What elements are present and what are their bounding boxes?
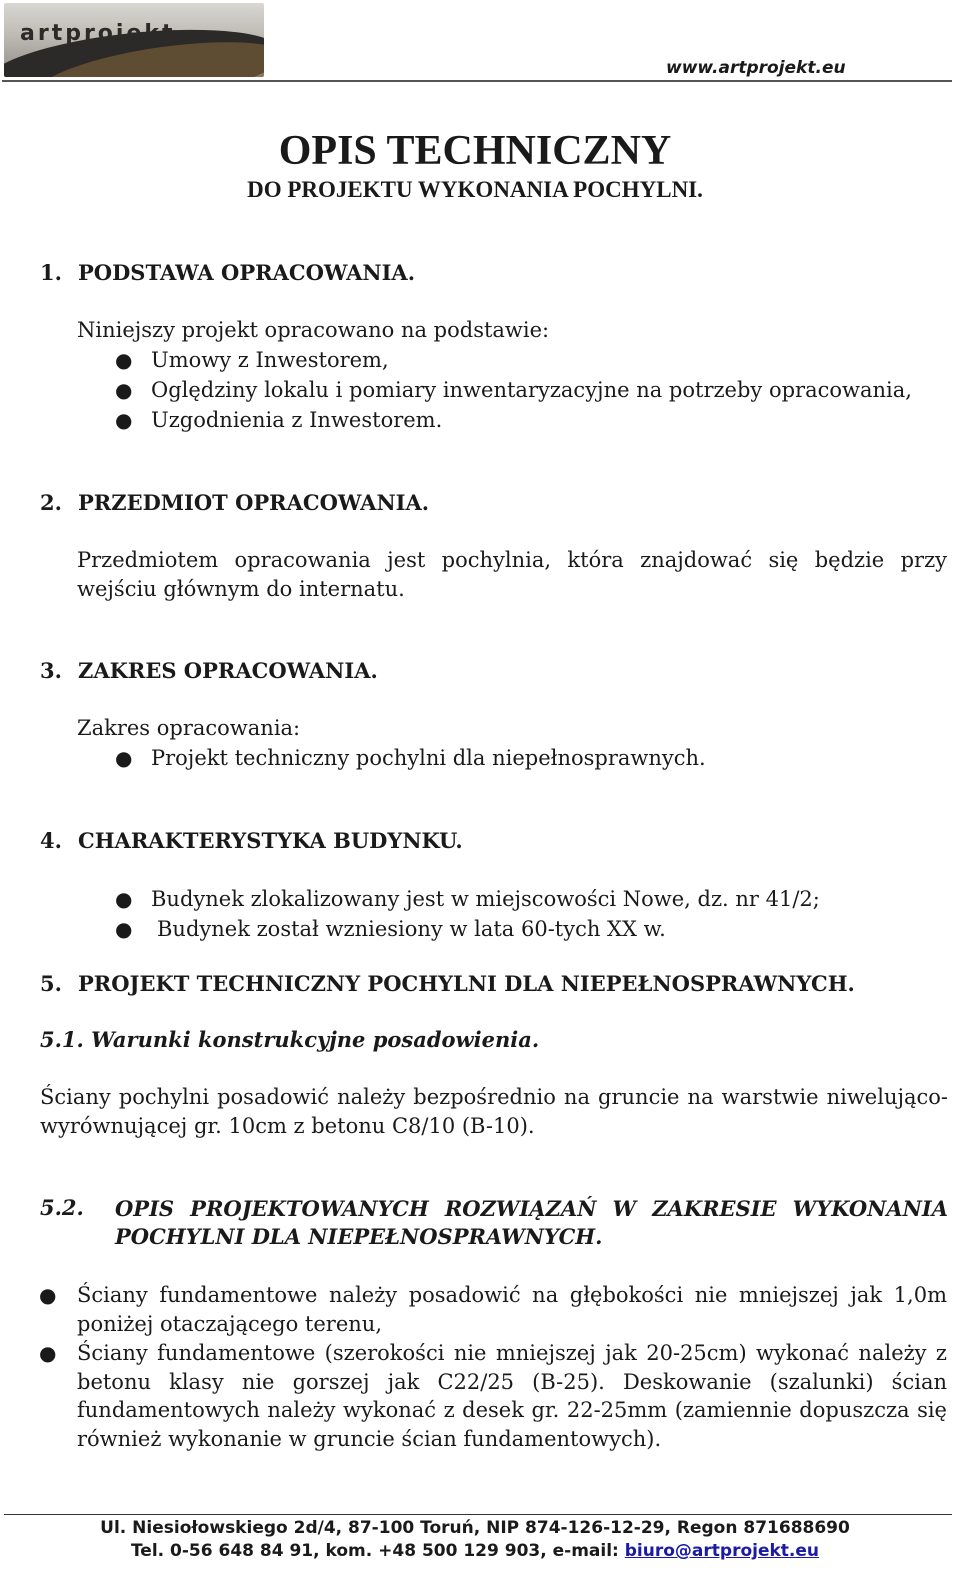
list-item-text: Ściany fundamentowe (szerokości nie mniejszej jak 20-25cm) wykonać należy z betonu klasy nie gorszej jak C22/25 (B-25). Deskowanie (szalunki) ścian fundamentowych należy wykonać z desek gr. 22-25mm (zamiennie dopuszcza się również wykonanie w gruncie ścian fundamentowych). <box>77 1341 947 1451</box>
list-item-text: Budynek został wzniesiony w lata 60-tych XX w. <box>157 917 666 941</box>
list-item <box>115 405 443 435</box>
list-item <box>115 914 666 944</box>
section-number: 3. <box>40 658 62 683</box>
section-2-heading <box>40 490 429 515</box>
bullet: ● <box>115 887 133 911</box>
section-title: Warunki konstrukcyjne posadowienia. <box>91 1027 540 1052</box>
section-5-1-heading <box>40 1027 539 1052</box>
section-number: 1. <box>40 260 62 285</box>
list-item <box>115 375 912 405</box>
bullet: ● <box>39 1341 57 1365</box>
header-divider <box>2 80 952 82</box>
section-title: CHARAKTERYSTYKA BUDYNKU. <box>78 828 463 853</box>
section-5-2-heading: OPIS PROJEKTOWANYCH ROZWIĄZAŃ W ZAKRESIE WYKONANIA POCHYLNI DLA NIEPEŁNOSPRAWNYCH. <box>115 1196 948 1249</box>
document-subtitle: DO PROJEKTU WYKONANIA POCHYLNI. <box>247 177 703 202</box>
footer-contact-text: Tel. 0-56 648 84 91, kom. +48 500 129 903, e-mail: <box>130 1541 625 1561</box>
section-number: 2. <box>40 490 62 515</box>
company-logo <box>4 3 264 77</box>
bullet: ● <box>39 1283 57 1307</box>
website-link[interactable]: www.artprojekt.eu <box>666 58 846 78</box>
bullet: ● <box>115 408 133 432</box>
section-number: 4. <box>40 828 62 853</box>
section-3-heading <box>40 658 378 683</box>
section-2-text: Przedmiotem opracowania jest pochylnia, która znajdować się będzie przy wejściu głównym do internatu. <box>77 548 947 601</box>
list-item-text: Oględziny lokalu i pomiary inwentaryzacyjne na potrzeby opracowania, <box>151 378 912 402</box>
section-1-heading <box>40 260 415 285</box>
list-item-text: Uzgodnienia z Inwestorem. <box>151 408 443 432</box>
document-title: OPIS TECHNICZNY <box>278 128 672 174</box>
list-item-text: Umowy z Inwestorem, <box>151 348 389 372</box>
list-item <box>39 1339 947 1453</box>
list-item <box>39 1281 947 1338</box>
list-item-text: Projekt techniczny pochylni dla niepełnosprawnych. <box>151 746 706 770</box>
list-item <box>115 743 706 773</box>
section-5-1-text: Ściany pochylni posadowić należy bezpośrednio na gruncie na warstwie niwelująco-wyrównującej gr. 10cm z betonu C8/10 (B-10). <box>40 1085 948 1138</box>
section-1-intro: Niniejszy projekt opracowano na podstawie: <box>77 318 550 342</box>
list-item-text: Budynek zlokalizowany jest w miejscowości Nowe, dz. nr 41/2; <box>151 887 820 911</box>
section-title: PROJEKT TECHNICZNY POCHYLNI DLA NIEPEŁNOSPRAWNYCH. <box>78 971 855 996</box>
footer-contact <box>0 1541 950 1561</box>
section-4-heading <box>40 828 463 853</box>
section-5-heading <box>40 971 855 996</box>
section-title: PRZEDMIOT OPRACOWANIA. <box>78 490 430 515</box>
bullet: ● <box>115 348 133 372</box>
section-title: PODSTAWA OPRACOWANIA. <box>78 260 416 285</box>
list-item <box>115 345 389 375</box>
section-title: ZAKRES OPRACOWANIA. <box>78 658 378 683</box>
section-3-intro: Zakres opracowania: <box>77 716 301 740</box>
logo-text: artprojekt <box>20 21 176 46</box>
bullet: ● <box>115 917 133 941</box>
email-link[interactable]: biuro@artprojekt.eu <box>624 1541 820 1561</box>
list-item-text: Ściany fundamentowe należy posadowić na głębokości nie mniejszej jak 1,0m poniżej otaczającego terenu, <box>77 1283 947 1336</box>
bullet: ● <box>115 746 133 770</box>
list-item <box>115 884 820 914</box>
footer-address: Ul. Niesiołowskiego 2d/4, 87-100 Toruń, NIP 874-126-12-29, Regon 871688690 <box>100 1518 850 1538</box>
section-number: 5.1. <box>40 1027 84 1052</box>
section-5-2-number: 5.2. <box>40 1195 84 1220</box>
footer-divider <box>4 1514 952 1515</box>
section-number: 5. <box>40 971 62 996</box>
bullet: ● <box>115 378 133 402</box>
